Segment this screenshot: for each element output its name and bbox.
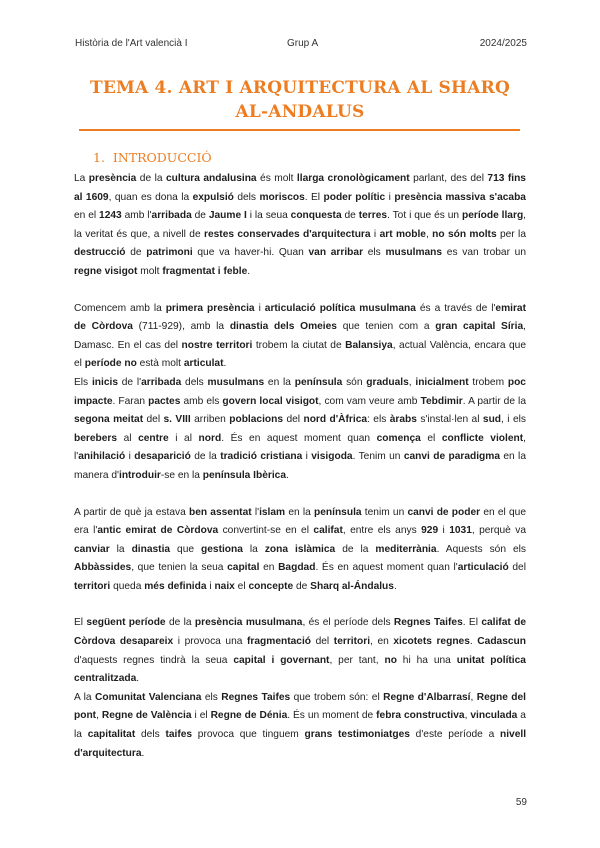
bold-term: Bagdad [278, 562, 316, 574]
bold-term: restes conservades d'arquitectura [204, 228, 371, 240]
bold-term: Regne de València [101, 710, 192, 722]
bold-term: següent període [86, 617, 166, 629]
bold-term: musulmans [207, 376, 265, 388]
paragraph-gap [74, 486, 526, 504]
bold-term: península Ibèrica [202, 469, 286, 481]
paragraph-gap [74, 282, 526, 300]
bold-term: capital i governant [233, 654, 330, 666]
bold-term: capitalitat [87, 729, 136, 741]
bold-term: Sharq al-Ándalus [310, 580, 394, 592]
bold-term: canvi de paradigma [403, 451, 500, 463]
header-group: Grup A [287, 38, 319, 49]
bold-term: anihilació [78, 451, 126, 463]
bold-term: Tebdimir [420, 395, 463, 407]
bold-term: més definida [144, 580, 207, 592]
bold-term: inicis [91, 376, 118, 388]
bold-term: zona islàmica [264, 543, 336, 555]
bold-term: dinastia dels Omeies [229, 321, 337, 333]
bold-term: poder polític [323, 191, 386, 203]
bold-term: califat [313, 525, 343, 537]
bold-term: capital [227, 562, 260, 574]
bold-term: territori [333, 636, 371, 648]
bold-term: cultura andalusina [165, 173, 257, 184]
bold-term: període no [84, 358, 137, 370]
bold-term: Regne d'Albarrasí [383, 691, 471, 703]
bold-term: Comunitat Valenciana [94, 691, 202, 703]
bold-term: visigoda [311, 451, 353, 463]
bold-term: conflicte violent [441, 432, 524, 444]
bold-term: gran capital Síria [435, 321, 524, 333]
bold-term: articulació política musulmana [264, 302, 416, 314]
bold-term: patrimoni [146, 247, 193, 259]
bold-term: s. VIII [163, 414, 191, 426]
bold-term: vinculada [470, 710, 518, 722]
bold-term: musulmans [385, 247, 443, 259]
bold-term: període llarg [461, 210, 524, 222]
section-number: 1. [93, 150, 105, 165]
bold-term: 1031 [449, 525, 472, 537]
bold-term: comença [376, 432, 421, 444]
bold-term: territori [74, 580, 111, 592]
paragraph-gap [74, 596, 526, 614]
bold-term: arribada [141, 376, 182, 388]
bold-term: no [384, 654, 397, 666]
bold-term: califat de Còrdova desapareix [74, 617, 526, 648]
paragraph: El següent període de la presència musulmana, és el període dels Regnes Taifes. El califat de Còrdova desapareix i provoca una fragmentació del territori, en xicotets regnes. Cadascun d'aquests regnes tindrà la seua capital i governant, per tant, no hi ha una unitat política centralitzada. [74, 617, 526, 685]
bold-term: nord d'Àfrica [303, 414, 368, 426]
bold-term: segona meitat [74, 414, 144, 426]
bold-term: ben assentat [188, 506, 252, 518]
bold-term: Regnes Taifes [221, 691, 291, 703]
bold-term: fragmentació [247, 636, 312, 648]
bold-term: Regnes Taifes [393, 617, 463, 629]
bold-term: presència [88, 173, 137, 184]
bold-term: 1243 [99, 210, 122, 222]
bold-term: àrabs [389, 414, 417, 426]
bold-term: primera presència [165, 302, 255, 314]
bold-term: Abbàssides [74, 562, 132, 574]
bold-term: arribada [151, 210, 192, 222]
title-divider [79, 129, 520, 131]
bold-term: grans testimoniatges [304, 729, 410, 741]
bold-term: nord [198, 432, 222, 444]
bold-term: inicialment [415, 376, 469, 388]
bold-term: sud [482, 414, 502, 426]
bold-term: 713 fins al 1609 [74, 173, 526, 203]
bold-term: conquesta [290, 210, 342, 222]
page-title-line-2: AL-ANDALUS [235, 102, 365, 122]
bold-term: graduals [366, 376, 409, 388]
bold-term: van arribar [308, 247, 364, 259]
bold-term: articulat [183, 358, 224, 370]
bold-term: península [294, 376, 343, 388]
bold-term: presència musulmana [194, 617, 303, 629]
bold-term: península [314, 506, 362, 518]
bold-term: Regne del pont [74, 691, 526, 722]
page-title [60, 76, 540, 124]
bold-term: no són molts [432, 228, 497, 240]
bold-term: centre [138, 432, 169, 444]
bold-term: llarga cronològicament [296, 173, 410, 184]
paragraph: A partir de què ja estava ben assentat l'islam en la península tenim un canvi de poder en el que era l'antic emirat de Còrdova convertint-se en el califat, entre els anys 929 i 1031, perquè va canviar la dinastia que gestiona la zona islàmica de la mediterrània. Aquests són els Abbàssides, que tenien la seua capital en Bagdad. És en aquest moment quan l'articulació del territori queda més definida i naix el concepte de Sharq al-Ándalus. [74, 506, 527, 592]
bold-term: Cadascun [477, 636, 526, 648]
bold-term: presència massiva s'acaba [394, 191, 526, 203]
bold-term: nostre territori [181, 339, 253, 351]
bold-term: Balansiya [345, 339, 393, 351]
bold-term: expulsió [192, 191, 234, 203]
bold-term: regne visigot [74, 265, 138, 277]
bold-term: introduir [118, 469, 161, 481]
bold-term: desaparició [134, 451, 191, 463]
bold-term: poc impacte [74, 376, 526, 407]
page-number: 59 [515, 797, 527, 808]
bold-term: destrucció [74, 247, 126, 259]
bold-term: unitat política centralitzada [74, 654, 526, 685]
bold-term: Jaume I [208, 210, 247, 222]
bold-term: antic emirat de Còrdova [97, 525, 219, 537]
paragraph: Comencem amb la primera presència i articulació política musulmana és a través de l'emirat de Còrdova (711-929), amb la dinastia dels Omeies que tenien com a gran capital Síria, Damasc. En el cas del nostre territori trobem la ciutat de Balansiya, actual València, encara que el període no està molt articulat. [74, 302, 526, 370]
bold-term: moriscos [259, 191, 305, 203]
paragraph: La presència de la cultura andalusina és molt llarga cronològicament parlant, des del 713 fins al 1609, quan es dona la expulsió dels moriscos. El poder polític i presència massiva s'acaba en el 1243 amb l'arribada de Jaume I i la seua conquesta de terres. Tot i que és un període llarg, la veritat és que, a nivell de restes conservades d'arquitectura i art moble, no són molts per la destrucció de patrimoni que va haver-hi. Quan van arribar els musulmans es van trobar un regne visigot molt fragmentat i feble. [74, 173, 527, 277]
bold-term: Regne de Dénia [210, 710, 288, 722]
bold-term: nivell d'arquitectura [74, 729, 527, 759]
bold-term: art moble [379, 228, 426, 240]
section-heading [93, 150, 212, 165]
bold-term: govern local visigot [222, 395, 319, 407]
bold-term: concepte [248, 580, 294, 592]
paragraph: A la Comunitat Valenciana els Regnes Taifes que trobem són: el Regne d'Albarrasí, Regne del pont, Regne de València i el Regne de Dénia. És un moment de febra constructiva, vinculada a la capitalitat dels taifes provoca que tinguem grans testimoniatges d'este període a nivell d'arquitectura. [74, 691, 527, 759]
bold-term: febra constructiva [376, 710, 465, 722]
bold-term: 929 [421, 525, 439, 537]
bold-term: terres [358, 210, 388, 222]
page-title-line-1: TEMA 4. ART I ARQUITECTURA AL SHARQ [90, 78, 510, 98]
bold-term: islam [259, 506, 286, 518]
bold-term: berebers [74, 432, 118, 444]
bold-term: poblacions [229, 414, 284, 426]
bold-term: mediterrània [375, 543, 437, 555]
bold-term: naix [214, 580, 235, 592]
bold-term: gestiona [201, 543, 243, 555]
bold-term: emirat de Còrdova [74, 302, 526, 333]
bold-term: articulació [457, 562, 509, 574]
bold-term: taifes [165, 729, 193, 741]
section-title: INTRODUCCIÓ [112, 150, 212, 165]
bold-term: tradició cristiana [220, 451, 303, 463]
bold-term: canvi de poder [407, 506, 481, 518]
header-year: 2024/2025 [479, 38, 527, 49]
bold-term: dinastia [131, 543, 171, 555]
bold-term: fragmentat i feble [162, 265, 248, 277]
bold-term: xicotets regnes [393, 636, 470, 648]
body-text [74, 170, 526, 763]
bold-term: pactes [148, 395, 181, 407]
bold-term: canviar [74, 543, 110, 555]
paragraph: Els inicis de l'arribada dels musulmans en la península són graduals, inicialment trobem poc impacte. Faran pactes amb els govern local visigot, com vam veure amb Tebdimir. A partir de la segona meitat del s. VIII arriben poblacions del nord d'Àfrica: els àrabs s'instal·len al sud, i els berebers al centre i al nord. És en aquest moment quan comença el conflicte violent, l'anihilació i desaparició de la tradició cristiana i visigoda. Tenim un canvi de paradigma en la manera d'introduir-se en la península Ibèrica. [74, 376, 526, 481]
header-course: Història de l'Art valencià I [75, 38, 188, 49]
